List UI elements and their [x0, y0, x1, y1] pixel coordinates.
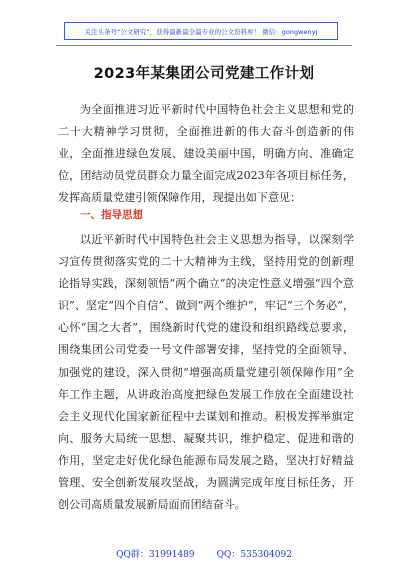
section-heading: 一、指导思想 — [80, 209, 143, 221]
header-banner-text: 关注头条号“公文研究”，获得最新最全最专业的公文资料库！ 微信：gongwenyj — [84, 27, 318, 36]
header-banner — [64, 22, 338, 40]
intro-paragraph: 为全面推进习近平新时代中国特色社会主义思想和党的二十大精神学习贯彻，全面推进新的伟大奋斗创造新的伟业，全面推进绿色发展、建设美丽中国，明确方向、准确定位，团结动员党员群众力量全面完成2023年各项目标任务，发挥高质量党建引领保障作用，现提出如下意见： — [58, 103, 354, 205]
footer-qq-group: QQ群：31991489 — [116, 550, 195, 560]
document-title: 2023年某集团公司党建工作计划 — [93, 66, 315, 82]
footer-contact — [0, 547, 408, 560]
section-body-paragraph: 以近平新时代中国特色社会主义思想为指导，以深刻学习宣传贯彻落实党的二十大精神为主线，坚持用党的创新理论指导实践，深刻领悟“两个确立”的决定性意义增强“四个意识”、坚定“四个自信”、做到“两个维护”，牢记“三个务必”，心怀“国之大者”，围绕新时代党的建设和组织路线总要求，围绕集团公司党委一号文件部署安排，坚持党的全面领导、加强党的建设，深入贯彻“增强高质量党建引领保障作用”全年工作主题，从讲政治高度把绿色发展工作放在全面建设社会主义现代化国家新征程中去谋划和推动。积极发挥举旗定向、服务大局统一思想、凝聚共识，维护稳定、促进和谐的作用，坚定走好优化绿色能源布局发展之路，坚决打好精益管理、安全创新发展攻坚战，为圆满完成年度目标任务，开创公司高质量发展新局面而团结奋斗。 — [58, 233, 354, 512]
footer-qq: QQ：535304092 — [216, 550, 292, 560]
header-divider — [56, 45, 352, 46]
